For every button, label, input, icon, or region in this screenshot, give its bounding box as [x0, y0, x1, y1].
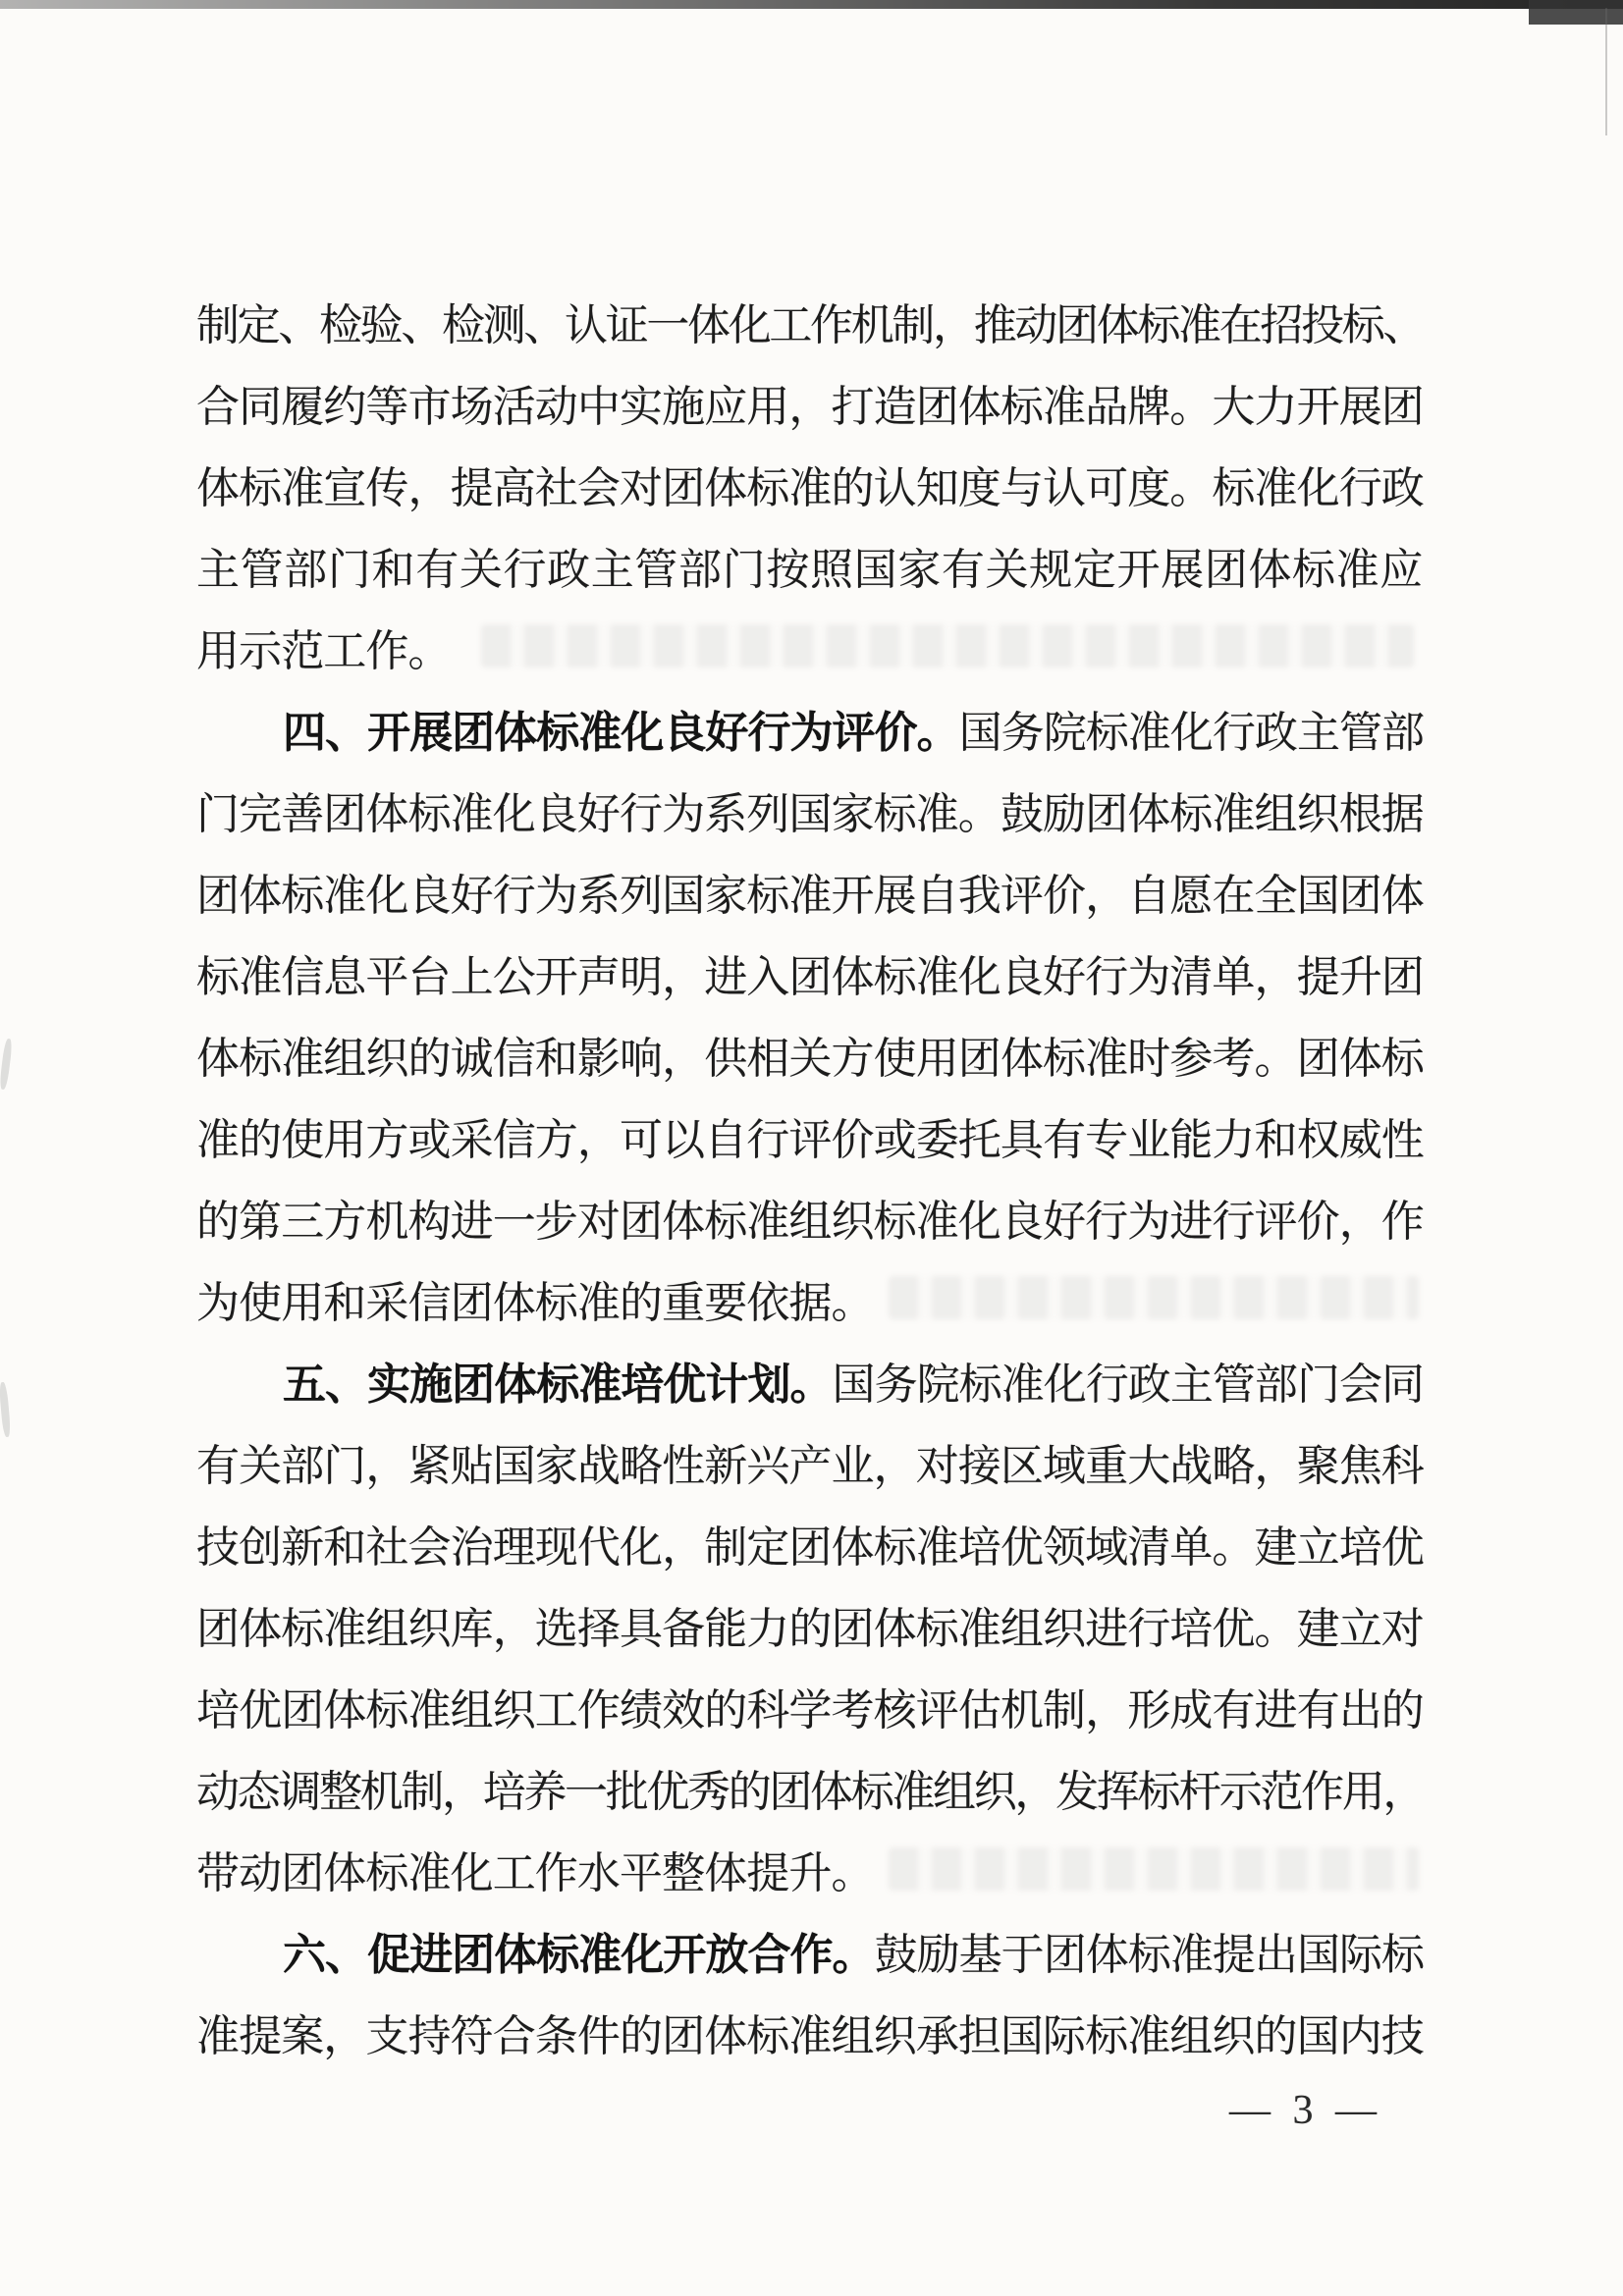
text-line — [196, 1344, 1424, 1425]
scan-top-edge-artifact — [0, 0, 1623, 9]
text-line — [196, 1018, 1424, 1099]
text-line — [196, 936, 1424, 1018]
line-text: 有关部门，紧贴国家战略性新兴产业，对接区域重大战略，聚焦科 — [196, 1442, 1424, 1490]
line-text: 准的使用方或采信方，可以自行评价或委托具有专业能力和权威性 — [196, 1116, 1424, 1164]
text-line — [196, 1751, 1424, 1833]
document-body — [196, 285, 1424, 2077]
line-text: 门完善团体标准化良好行为系列国家标准。鼓励团体标准组织根据 — [196, 790, 1424, 838]
text-line — [196, 1262, 1424, 1344]
text-line — [196, 1833, 1424, 1914]
text-line — [196, 285, 1424, 366]
text-line — [196, 855, 1424, 936]
scan-right-edge-artifact — [1605, 8, 1607, 135]
text-line — [196, 611, 1424, 692]
section-heading: 四、开展团体标准化良好行为评价。 — [283, 709, 959, 757]
line-text: 制定、检验、检测、认证一体化工作机制，推动团体标准在招投标、 — [196, 301, 1425, 349]
text-line — [196, 1181, 1424, 1262]
text-line — [196, 1914, 1424, 1996]
line-text: 鼓励基于团体标准提出国际标 — [874, 1931, 1425, 1979]
text-line — [196, 1670, 1424, 1751]
text-line — [196, 448, 1424, 529]
scan-smudge-artifact — [0, 1382, 11, 1437]
line-text: 国务院标准化行政主管部 — [958, 709, 1425, 757]
line-text: 标准信息平台上公开声明，进入团体标准化良好行为清单，提升团 — [196, 953, 1424, 1001]
text-line — [196, 774, 1424, 855]
line-text: 用示范工作。 — [196, 627, 451, 675]
text-line — [196, 1996, 1424, 2077]
scan-smudge-artifact — [0, 1039, 13, 1091]
line-text: 体标准组织的诚信和影响，供相关方使用团体标准时参考。团体标 — [196, 1035, 1424, 1083]
text-line — [196, 1507, 1424, 1588]
text-line — [196, 1425, 1424, 1507]
text-line — [196, 1099, 1424, 1181]
line-text: 合同履约等市场活动中实施应用，打造团体标准品牌。大力开展团 — [196, 383, 1424, 431]
line-text: 技创新和社会治理现代化，制定团体标准培优领域清单。建立培优 — [196, 1523, 1424, 1572]
page-number: — 3 — — [1229, 2088, 1382, 2133]
text-line — [196, 366, 1424, 448]
text-line — [196, 1588, 1424, 1670]
text-line — [196, 529, 1424, 611]
scan-corner-artifact — [1529, 0, 1623, 25]
line-text: 动态调整机制，培养一批优秀的团体标准组织，发挥标杆示范作用， — [196, 1768, 1425, 1816]
line-text: 体标准宣传，提高社会对团体标准的认知度与认可度。标准化行政 — [196, 464, 1424, 512]
section-heading: 五、实施团体标准培优计划。 — [283, 1361, 833, 1409]
line-text: 主管部门和有关行政主管部门按照国家有关规定开展团体标准应 — [196, 546, 1424, 594]
section-heading: 六、促进团体标准化开放合作。 — [283, 1931, 875, 1979]
line-text: 培优团体标准组织工作绩效的科学考核评估机制，形成有进有出的 — [196, 1686, 1424, 1735]
line-text: 团体标准组织库，选择具备能力的团体标准组织进行培优。建立对 — [196, 1605, 1424, 1653]
line-text: 为使用和采信团体标准的重要依据。 — [196, 1279, 874, 1327]
line-text: 国务院标准化行政主管部门会同 — [832, 1361, 1425, 1409]
text-line — [196, 692, 1424, 774]
line-text: 带动团体标准化工作水平整体提升。 — [196, 1849, 874, 1897]
line-text: 的第三方机构进一步对团体标准组织标准化良好行为进行评价，作 — [196, 1198, 1424, 1246]
line-text: 团体标准化良好行为系列国家标准开展自我评价，自愿在全国团体 — [196, 872, 1424, 920]
line-text: 准提案，支持符合条件的团体标准组织承担国际标准组织的国内技 — [196, 2012, 1424, 2060]
